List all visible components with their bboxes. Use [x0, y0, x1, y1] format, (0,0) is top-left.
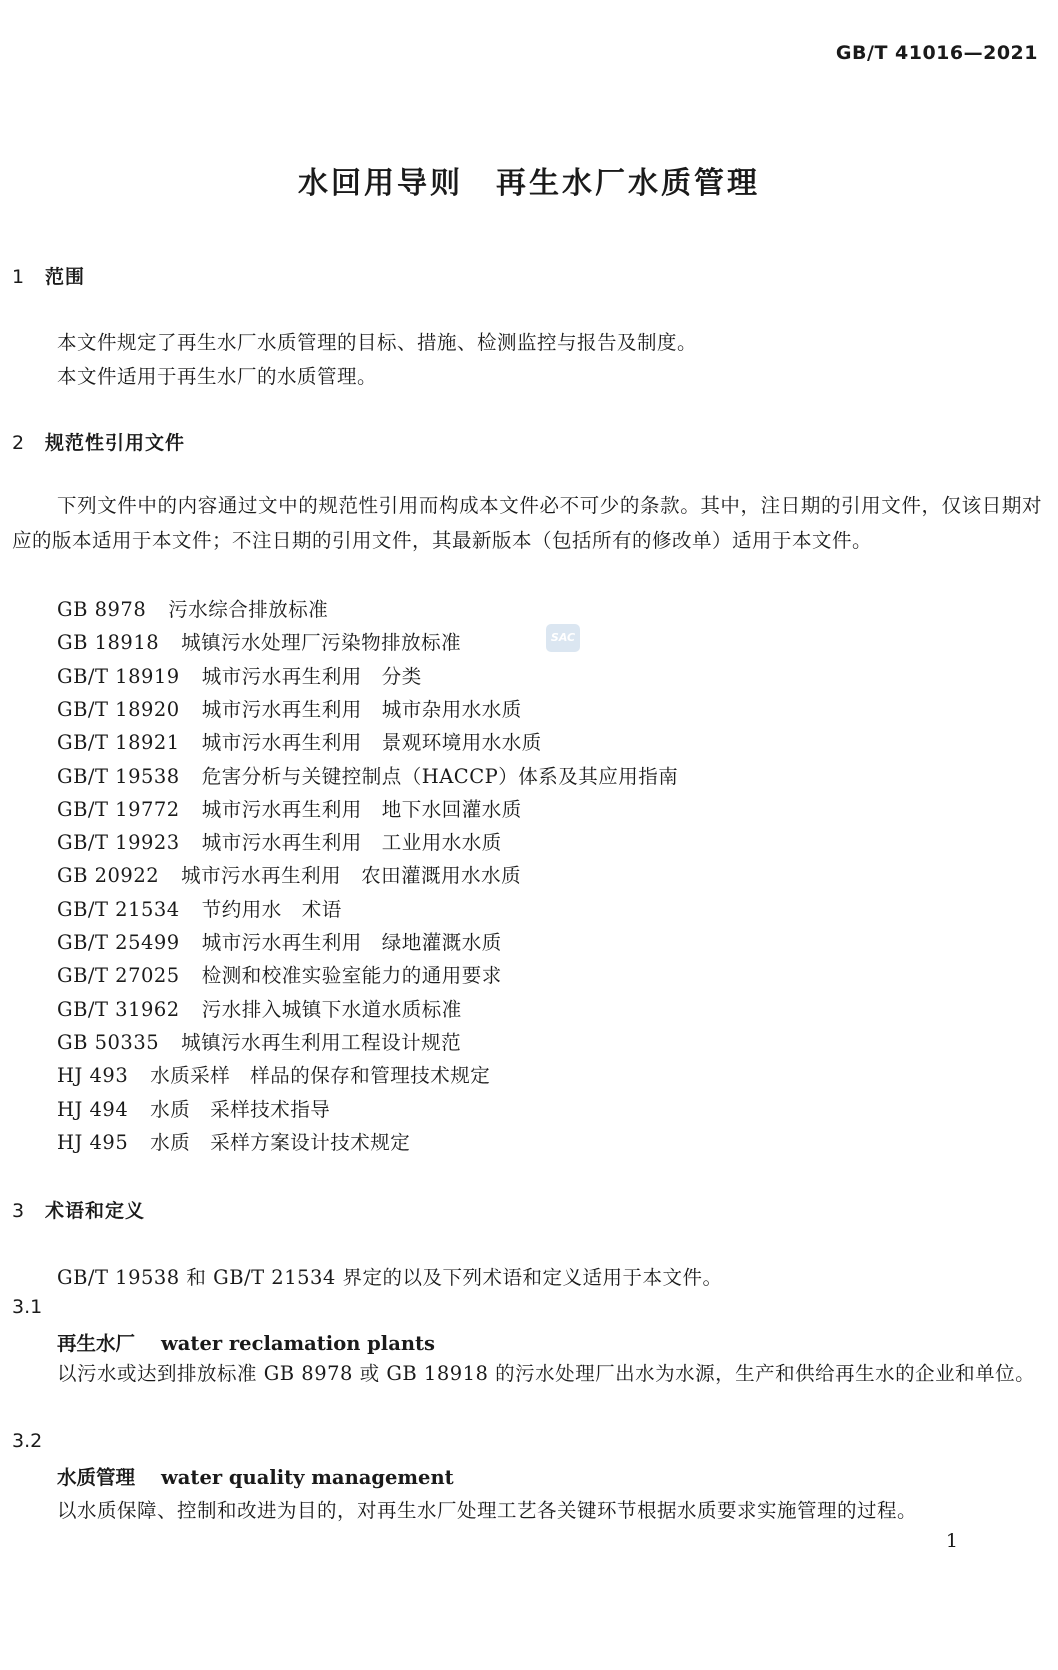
reference-code: GB 20922	[57, 864, 160, 888]
reference-item	[57, 927, 502, 955]
reference-title: 污水排入城镇下水道水质标准	[201, 997, 462, 1021]
reference-title: 城市污水再生利用 景观环境用水水质	[201, 731, 542, 755]
reference-code: GB/T 19538	[57, 764, 180, 788]
reference-title: 检测和校准实验室能力的通用要求	[201, 964, 502, 988]
reference-code: HJ 495	[57, 1130, 129, 1154]
reference-item	[57, 860, 521, 888]
reference-title: 城市污水再生利用 工业用水水质	[201, 831, 502, 855]
reference-title: 水质 采样方案设计技术规定	[150, 1130, 411, 1154]
reference-title: 城市污水再生利用 分类	[201, 664, 422, 688]
reference-title: 城镇污水再生利用工程设计规范	[181, 1030, 462, 1054]
reference-title: 城市污水再生利用 农田灌溉用水水质	[181, 864, 522, 888]
section-number: 2	[12, 432, 26, 454]
term-zh: 再生水厂	[57, 1332, 136, 1355]
reference-title: 节约用水 术语	[201, 897, 342, 921]
reference-code: GB 50335	[57, 1030, 160, 1054]
reference-title: 城市污水再生利用 绿地灌溉水质	[201, 931, 502, 954]
term-zh: 水质管理	[57, 1466, 136, 1489]
reference-code: GB/T 18920	[57, 697, 180, 721]
reference-code: GB/T 19772	[57, 797, 180, 821]
reference-code: GB 8978	[57, 598, 147, 621]
term-heading	[57, 1462, 454, 1490]
reference-title: 城市污水再生利用 城市杂用水水质	[201, 697, 522, 721]
reference-code: GB 18918	[57, 631, 160, 655]
reference-code: HJ 494	[57, 1097, 129, 1121]
reference-title: 水质 采样技术指导	[150, 1097, 331, 1121]
reference-code: GB/T 19923	[57, 831, 180, 855]
reference-item	[57, 960, 502, 988]
reference-title: 城市污水再生利用 地下水回灌水质	[201, 797, 522, 821]
page-number: 1	[945, 1530, 958, 1552]
term-en: water reclamation plants	[161, 1332, 436, 1355]
reference-item	[57, 894, 342, 922]
sac-watermark-logo: SAC	[546, 624, 580, 652]
reference-title: 危害分析与关键控制点（HACCP）体系及其应用指南	[201, 764, 679, 788]
page-title: 水回用导则 再生水厂水质管理	[298, 166, 760, 201]
reference-code: GB/T 31962	[57, 997, 180, 1021]
document-number: GB/T 41016—2021	[835, 42, 1038, 64]
reference-item	[57, 761, 678, 789]
reference-item	[57, 794, 522, 822]
term-heading	[57, 1328, 435, 1356]
section-title: 范围	[45, 266, 86, 288]
reference-item	[57, 994, 462, 1022]
section-number: 3	[12, 1200, 26, 1222]
paragraph-intro: 下列文件中的内容通过文中的规范性引用而构成本文件必不可少的条款。其中，注日期的引用文件，仅该日期对应的版本适用于本文件；不注日期的引用文件，其最新版本（包括所有的修改单）适用于本文件。	[12, 494, 1042, 552]
reference-title: 污水综合排放标准	[168, 598, 329, 621]
section-title: 规范性引用文件	[45, 432, 186, 454]
section-heading-terms	[12, 1196, 145, 1223]
reference-item	[57, 727, 542, 755]
reference-item	[57, 694, 522, 722]
reference-item	[57, 1127, 410, 1155]
term-number: 3.1	[12, 1296, 43, 1318]
reference-title: 水质采样 样品的保存和管理技术规定	[150, 1064, 491, 1088]
paragraph: GB/T 19538 和 GB/T 21534 界定的以及下列术语和定义适用于本文件。	[57, 1266, 723, 1289]
reference-code: GB/T 18919	[57, 664, 180, 688]
reference-item	[57, 627, 461, 655]
reference-item	[57, 1060, 490, 1088]
paragraph: 本文件规定了再生水厂水质管理的目标、措施、检测监控与报告及制度。	[57, 331, 698, 354]
section-heading-scope	[12, 262, 85, 289]
reference-item	[57, 661, 422, 689]
section-heading-normative-references	[12, 428, 185, 455]
term-number: 3.2	[12, 1430, 43, 1452]
term-en: water quality management	[161, 1466, 454, 1489]
paragraph: 本文件适用于再生水厂的水质管理。	[57, 365, 378, 388]
reference-item	[57, 594, 328, 622]
term-definition: 以污水或达到排放标准 GB 8978 或 GB 18918 的污水处理厂出水为水源，生产和供给再生水的企业和单位。	[57, 1362, 1036, 1385]
section-number: 1	[12, 266, 26, 288]
reference-code: GB/T 25499	[57, 931, 180, 954]
reference-item	[57, 827, 502, 855]
reference-code: GB/T 27025	[57, 964, 180, 988]
reference-title: 城镇污水处理厂污染物排放标准	[181, 631, 462, 655]
reference-item	[57, 1094, 330, 1122]
reference-item	[57, 1027, 461, 1055]
reference-code: GB/T 21534	[57, 897, 180, 921]
reference-code: GB/T 18921	[57, 731, 180, 755]
term-definition: 以水质保障、控制和改进为目的，对再生水厂处理工艺各关键环节根据水质要求实施管理的过程。	[57, 1499, 918, 1522]
section-title: 术语和定义	[45, 1200, 146, 1222]
reference-code: HJ 493	[57, 1064, 129, 1088]
